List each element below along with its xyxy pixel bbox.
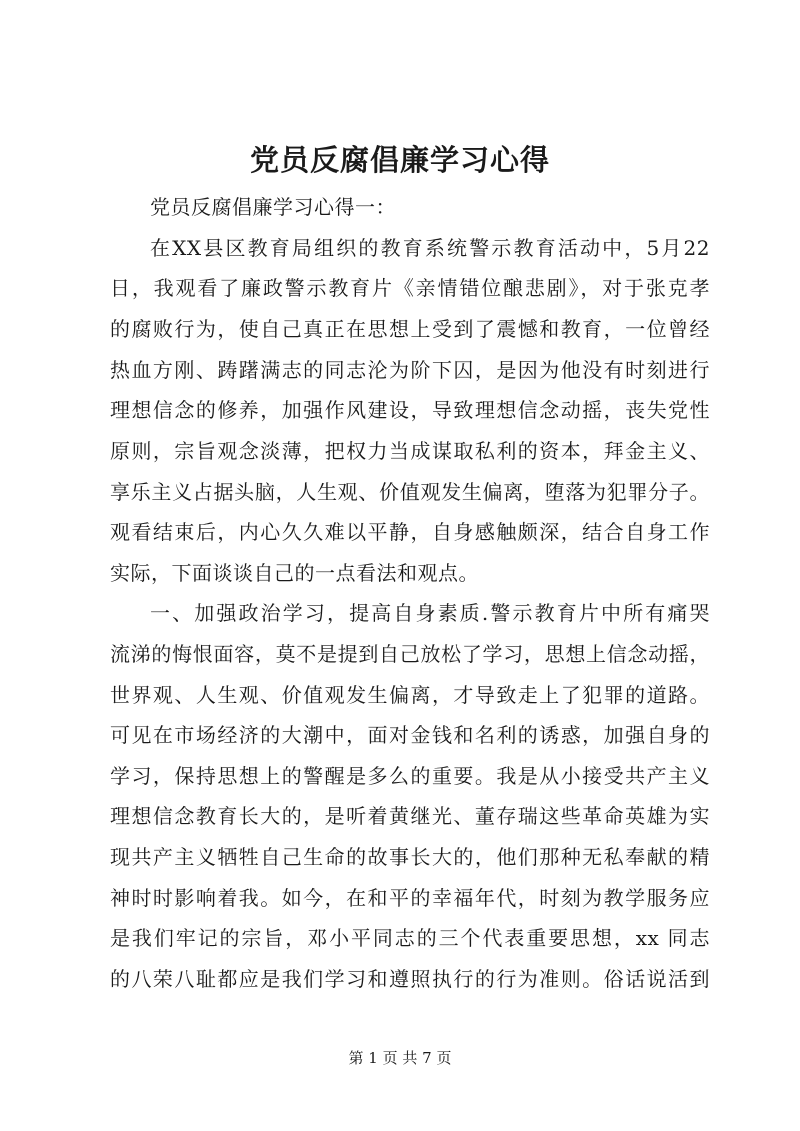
document-title: 党员反腐倡廉学习心得	[249, 143, 550, 177]
paragraph-line: 一、加强政治学习，提高自身素质.警示教育片中所有痛哭	[150, 601, 710, 625]
paragraph-line: 可见在市场经济的大潮中，面对金钱和名利的诱惑，加强自身的	[110, 723, 710, 747]
paragraph-line: 原则，宗旨观念淡薄，把权力当成谋取私利的资本，拜金主义、	[110, 439, 710, 463]
paragraph-line: 在XX县区教育局组织的教育系统警示教育活动中，5月22	[150, 236, 710, 260]
paragraph-line: 热血方刚、踌躇满志的同志沦为阶下囚，是因为他没有时刻进行	[110, 358, 710, 382]
paragraph-line: 的腐败行为，使自己真正在思想上受到了震憾和教育，一位曾经	[110, 317, 710, 341]
paragraph-line: 学习，保持思想上的警醒是多么的重要。我是从小接受共产主义	[110, 764, 710, 788]
paragraph-line: 理想信念的修养，加强作风建设，导致理想信念动摇，丧失党性	[110, 398, 710, 422]
paragraph-line: 党员反腐倡廉学习心得一：	[150, 195, 396, 219]
paragraph-line: 世界观、人生观、价值观发生偏离，才导致走上了犯罪的道路。	[110, 683, 710, 707]
paragraph-line: 实际，下面谈谈自己的一点看法和观点。	[110, 561, 479, 585]
page-number-footer: 第 1 页 共 7 页	[348, 1049, 452, 1067]
paragraph-line: 是我们牢记的宗旨，邓小平同志的三个代表重要思想，xx 同志	[110, 926, 710, 950]
paragraph-line: 日，我观看了廉政警示教育片《亲情错位酿悲剧》，对于张克孝	[110, 276, 710, 300]
paragraph-line: 的八荣八耻都应是我们学习和遵照执行的行为准则。俗话说活到	[110, 967, 710, 991]
paragraph-line: 流涕的悔恨面容，莫不是提到自己放松了学习，思想上信念动摇，	[110, 642, 710, 666]
paragraph-line: 享乐主义占据头脑，人生观、价值观发生偏离，堕落为犯罪分子。	[110, 480, 710, 504]
paragraph-line: 理想信念教育长大的，是听着黄继光、董存瑞这些革命英雄为实	[110, 804, 710, 828]
paragraph-line: 神时时影响着我。如今，在和平的幸福年代，时刻为教学服务应	[110, 886, 710, 910]
paragraph-line: 观看结束后，内心久久难以平静，自身感触颇深，结合自身工作	[110, 520, 710, 544]
paragraph-line: 现共产主义牺牲自己生命的故事长大的，他们那种无私奉献的精	[110, 845, 710, 869]
